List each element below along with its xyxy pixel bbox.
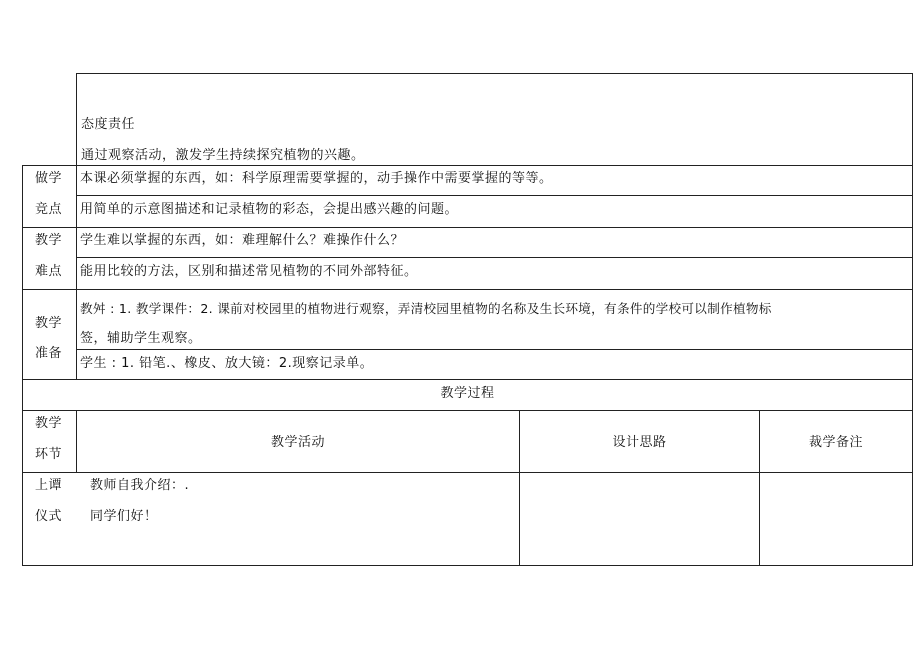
- preparation-label-line2: 准备: [35, 346, 63, 361]
- difficulties-label-line1: 教学: [35, 233, 63, 248]
- grid-right-border: [912, 73, 913, 566]
- grid-line-attitude-bottom: [22, 165, 913, 166]
- header-stage-line2: 环节: [35, 447, 63, 462]
- row-stage-line2: 仪式: [35, 509, 63, 524]
- grid-top-line: [76, 73, 913, 74]
- row-stage-line1: 上谭: [35, 478, 63, 493]
- difficulties-line1: 学生难以掌握的东西，如：难理解什么？难操作什么？: [80, 233, 405, 248]
- grid-line-header-bottom: [22, 472, 913, 473]
- row-activity-line1: 教师自我介绍：.: [90, 478, 190, 493]
- grid-notes-column-line: [759, 410, 760, 566]
- key-points-label-line2: 竞点: [35, 202, 63, 217]
- grid-label-column-line: [76, 73, 77, 380]
- attitude-label: 态度责任: [81, 117, 136, 132]
- grid-line-process-title-bottom: [22, 410, 913, 411]
- grid-line-difficulties-inner: [76, 257, 913, 258]
- grid-line-keypoints-bottom: [22, 227, 913, 228]
- difficulties-label-line2: 难点: [35, 264, 63, 279]
- attitude-text: 通过观察活动，激发学生持续探究植物的兴趣。: [81, 148, 365, 163]
- header-design: 设计思路: [612, 435, 667, 450]
- grid-line-preparation-inner: [76, 349, 913, 350]
- key-points-line2: 用简单的示意图描述和记录植物的彩态，会提出感兴趣的问题。: [80, 202, 459, 217]
- process-title: 教学过程: [440, 386, 495, 401]
- header-activity: 教学活动: [270, 435, 325, 450]
- header-stage-line1: 教学: [35, 416, 63, 431]
- grid-bottom-line: [22, 565, 913, 566]
- grid-line-keypoints-inner: [76, 195, 913, 196]
- preparation-student: 学生 : 1. 铅笔.、橡皮、放大镜：2.现察记录单。: [80, 356, 374, 371]
- preparation-label-line1: 教学: [35, 316, 63, 331]
- preparation-teacher-line1: 教舛 : 1. 教学课件：2. 课前对校园里的植物进行观察，弄清校园里植物的名称及生长环境，有条件的学校可以制作植物标: [80, 301, 772, 316]
- grid-line-difficulties-bottom: [22, 289, 913, 290]
- grid-line-preparation-bottom: [22, 379, 913, 380]
- difficulties-line2: 能用比较的方法，区别和描述常见植物的不同外部特征。: [80, 264, 418, 279]
- key-points-line1: 本课必须掌握的东西，如：科学原理需要掌握的，动手操作中需要掌握的等等。: [80, 171, 553, 186]
- grid-left-border: [22, 165, 23, 566]
- row-activity-line2: 同学们好！: [90, 509, 158, 524]
- preparation-teacher-line2: 签，辅助学生观察。: [80, 331, 202, 346]
- key-points-label-line1: 做学: [35, 171, 63, 186]
- header-notes: 裁学备注: [808, 435, 863, 450]
- grid-design-column-line: [519, 410, 520, 566]
